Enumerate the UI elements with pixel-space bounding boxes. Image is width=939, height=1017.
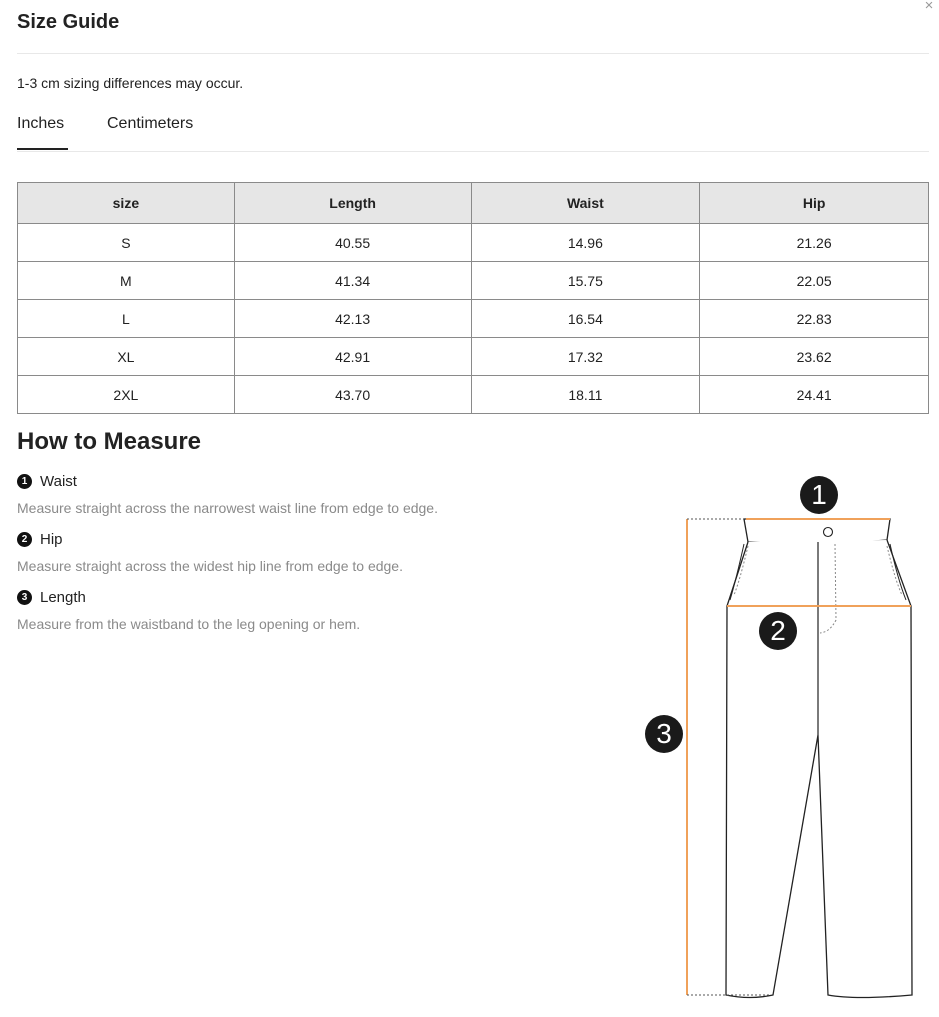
cell-waist: 16.54	[471, 300, 700, 338]
divider	[17, 53, 929, 54]
page-title: Size Guide	[17, 11, 120, 33]
table-row	[18, 376, 929, 414]
size-table	[17, 182, 929, 414]
table-row	[18, 262, 929, 300]
measure-item-length	[17, 588, 360, 632]
column-header-hip: Hip	[700, 183, 929, 224]
number-3-icon: 3	[17, 590, 32, 605]
measure-label: Waist	[40, 472, 77, 490]
cell-size: M	[18, 262, 235, 300]
column-header-size: size	[18, 183, 235, 224]
hip-marker-badge: 2	[759, 612, 797, 650]
pants-illustration	[640, 470, 930, 1005]
cell-hip: 23.62	[700, 338, 929, 376]
pants-diagram	[640, 470, 930, 1005]
active-tab-indicator	[17, 148, 68, 150]
measure-item-waist	[17, 472, 438, 516]
cell-hip: 22.83	[700, 300, 929, 338]
cell-size: L	[18, 300, 235, 338]
table-row	[18, 338, 929, 376]
cell-size: S	[18, 224, 235, 262]
column-header-length: Length	[234, 183, 471, 224]
cell-length: 42.91	[234, 338, 471, 376]
cell-hip: 24.41	[700, 376, 929, 414]
measure-item-hip	[17, 530, 403, 574]
table-row	[18, 224, 929, 262]
cell-length: 40.55	[234, 224, 471, 262]
unit-tabs	[17, 113, 929, 152]
column-header-waist: Waist	[471, 183, 700, 224]
number-1-icon: 1	[17, 474, 32, 489]
cell-hip: 21.26	[700, 224, 929, 262]
cell-length: 42.13	[234, 300, 471, 338]
table-row	[18, 300, 929, 338]
cell-length: 43.70	[234, 376, 471, 414]
section-title: How to Measure	[17, 428, 202, 455]
measure-description: Measure straight across the narrowest waist line from edge to edge.	[17, 500, 438, 516]
cell-waist: 17.32	[471, 338, 700, 376]
measure-label: Length	[40, 588, 86, 606]
length-marker-badge: 3	[645, 715, 683, 753]
close-icon[interactable]: ×	[924, 0, 934, 14]
cell-length: 41.34	[234, 262, 471, 300]
tab-centimeters[interactable]: Centimeters	[107, 115, 194, 132]
cell-size: XL	[18, 338, 235, 376]
cell-waist: 14.96	[471, 224, 700, 262]
measure-label: Hip	[40, 530, 63, 548]
cell-hip: 22.05	[700, 262, 929, 300]
cell-size: 2XL	[18, 376, 235, 414]
measure-description: Measure straight across the widest hip line from edge to edge.	[17, 558, 403, 574]
sizing-note: 1-3 cm sizing differences may occur.	[17, 75, 244, 91]
tab-inches[interactable]: Inches	[17, 115, 65, 132]
waist-marker-badge: 1	[800, 476, 838, 514]
number-2-icon: 2	[17, 532, 32, 547]
cell-waist: 18.11	[471, 376, 700, 414]
measure-description: Measure from the waistband to the leg opening or hem.	[17, 616, 361, 632]
table-header-row	[18, 183, 929, 224]
cell-waist: 15.75	[471, 262, 700, 300]
